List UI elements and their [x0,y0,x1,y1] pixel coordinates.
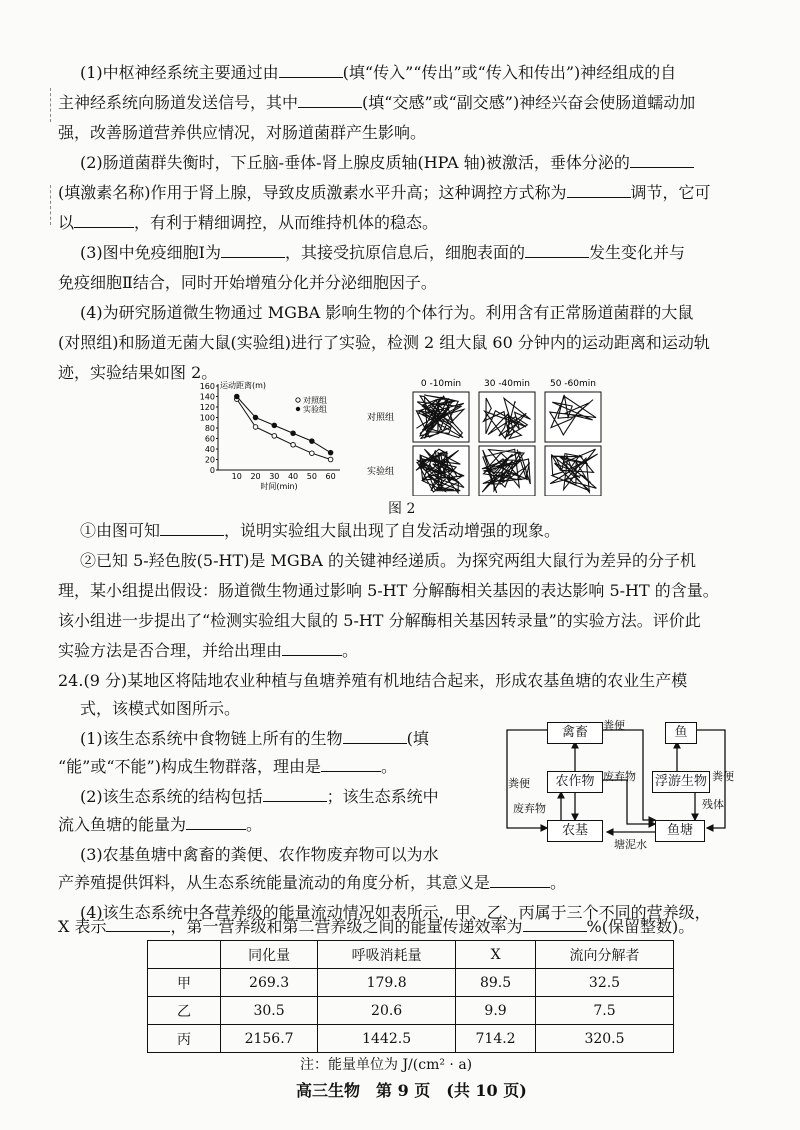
legend-marker-control [296,398,300,402]
q-part1-line1: (1)中枢神经系统主要通过由 (填“传入”“传出”或“传入和传出”)神经组成的自 [80,63,677,82]
q-part4-line1: (4)为研究肠道微生物通过 MGBA 影响生物的个体行为。利用含有正常肠道菌群的大鼠 [80,303,694,322]
q24-part3-line1: (3)农基鱼塘中禽畜的粪便、农作物废弃物可以为水 [80,845,439,864]
data-point [310,451,315,456]
table-cell: 320.5 [535,1025,673,1053]
edge-label: 废弃物 [513,802,546,815]
data-point [328,450,333,455]
x-tick-label: 50 [306,472,317,481]
edge-label: 残体 [702,798,724,811]
edge-label: 粪便 [508,777,530,790]
x-axis-label: 时间(min) [260,482,298,491]
q24-part1-line2: “能”或“不能”)构成生物群落，理由是 。 [58,757,397,776]
answer-blank[interactable] [263,786,327,802]
track-column-label: 50 -60min [550,379,596,389]
q24-part1-line1: (1)该生态系统中食物链上所有的生物 (填 [80,729,429,748]
q-sub2-line2: 理，某小组提出假设：肠道微生物通过影响 5-HT 分解酶相关基因的表达影响 5-HT 的含量。 [58,581,719,600]
legend-marker-experiment [296,407,300,411]
track-column-label: 30 -40min [484,379,530,389]
answer-blank[interactable] [567,182,631,198]
distance-line-chart [190,378,355,498]
q24-heading: 24.(9 分)某地区将陆地农业种植与鱼塘养殖有机地结合起来，形成农基鱼塘的农业生产模 [58,671,688,690]
table-cell: 2156.7 [221,1025,318,1053]
figure-caption: 图 2 [388,501,416,517]
y-tick-label: 140 [199,392,215,402]
q24-part2-line2: 流入鱼塘的能量为 。 [58,815,263,834]
table-row [148,1025,674,1053]
y-tick-label: 120 [199,403,215,412]
page-footer: 高三生物 第 9 页 (共 10 页) [296,1081,527,1100]
trajectory-panels [365,376,615,496]
q-sub1: ①由图可知 ，说明实验组大鼠出现了自发活动增强的现象。 [80,521,561,540]
q-part2-line2: (填激素名称)作用于肾上腺，导致皮质激素水平升高；这种调控方式称为 调节，它可 [58,183,711,202]
data-point [328,457,333,462]
edge-label: 废弃物 [603,770,636,783]
y-tick-label: 160 [199,382,215,391]
table-header: X [456,941,536,969]
node-yu: 鱼 [665,722,697,744]
table-header: 同化量 [221,941,318,969]
y-tick-label: 100 [199,413,215,423]
track-column-label: 0 -10min [420,379,462,389]
answer-blank[interactable] [343,728,407,744]
track-row-label: 对照组 [367,413,395,423]
table-cell: 1442.5 [318,1025,456,1053]
answer-blank[interactable] [321,756,381,772]
binding-mark [50,185,52,225]
x-tick-label: 60 [325,472,336,481]
table-row [148,969,674,997]
edge-label: 粪便 [712,770,734,783]
table-cell: 7.5 [535,997,673,1025]
answer-blank[interactable] [298,92,362,108]
q-part1-line2: 主神经系统向肠道发送信号，其中 (填“交感”或“副交感”)神经兴奋会使肠道蠕动加 [58,93,696,112]
table-cell: 89.5 [456,969,536,997]
y-tick-label: 60 [204,434,215,444]
q-sub2-line3: 该小组进一步提出了“检测实验组大鼠的 5-HT 分解酶相关基因转录量”的实验方法。评价此 [58,611,701,630]
answer-blank[interactable] [221,242,285,258]
table-cell: 9.9 [456,997,536,1025]
x-tick-label: 40 [287,472,299,481]
node-fuyou: 浮游生物 [652,771,710,793]
q24-part4-line2: X 表示 ，第一营养级和第二营养级之间的能量传递效率为 %(保留整数)。 [58,917,695,936]
q24-part2-line1: (2)该生态系统的结构包括 ；该生态系统中 [80,787,439,806]
answer-blank[interactable] [74,212,134,228]
data-point [272,434,277,439]
table-cell: 714.2 [456,1025,536,1053]
data-point [234,394,239,399]
data-point [291,443,296,448]
table-cell: 269.3 [221,969,318,997]
table-cell: 20.6 [318,997,456,1025]
answer-blank[interactable] [106,916,170,932]
answer-blank[interactable] [282,640,342,656]
q-part3-line2: 免疫细胞Ⅱ结合，同时开始增殖分化并分泌细胞因子。 [58,273,437,292]
data-point [253,415,258,420]
legend-label-control: 对照组 [303,396,327,405]
answer-blank[interactable] [160,520,224,536]
table-header-row [148,941,674,969]
answer-blank[interactable] [279,62,343,78]
answer-blank[interactable] [186,814,246,830]
node-nongji: 农基 [547,820,603,842]
q-part4-line3: 迹，实验结果如图 2。 [58,363,218,382]
y-tick-label: 20 [204,455,215,465]
data-point [272,423,277,428]
x-tick-label: 10 [231,472,242,481]
y-axis-label: 运动距离(m) [220,381,267,390]
data-point [291,431,296,436]
track-row-label: 实验组 [367,467,395,477]
edge-label: 粪便 [603,719,625,732]
table-cell: 32.5 [535,969,673,997]
q-part4-line2: (对照组)和肠道无菌大鼠(实验组)进行了实验，检测 2 组大鼠 60 分钟内的运动距离和运动轨 [58,333,710,352]
q-sub2-line1: ②已知 5-羟色胺(5-HT)是 MGBA 的关键神经递质。为探究两组大鼠行为差异的分子机 [80,551,697,570]
table-row [148,997,674,1025]
table-cell: 乙 [148,997,221,1025]
table-cell: 丙 [148,1025,221,1053]
table-cell: 179.8 [318,969,456,997]
answer-blank[interactable] [630,152,694,168]
table-header: 流向分解者 [535,941,673,969]
q-part2-line1: (2)肠道菌群失衡时，下丘脑-垂体-肾上腺皮质轴(HPA 轴)被激活，垂体分泌的 [80,152,694,174]
y-tick-label: 80 [204,424,215,433]
q-part2-line3: 以 ，有利于精细调控，从而维持机体的稳态。 [58,213,439,232]
answer-blank[interactable] [490,872,550,888]
data-point [253,425,258,430]
q-sub2-line4: 实验方法是否合理，并给出理由 。 [58,641,359,660]
table-header: 呼吸消耗量 [318,941,456,969]
q-part3-line1: (3)图中免疫细胞Ⅰ为 ，其接受抗原信息后，细胞表面的 发生变化并与 [80,243,686,262]
answer-blank[interactable] [523,916,587,932]
node-yutang: 鱼塘 [655,820,705,842]
table-note: 注：能量单位为 J/(cm² · a) [300,1057,473,1073]
node-qinxu: 禽畜 [547,722,603,744]
x-tick-label: 20 [250,472,261,481]
answer-blank[interactable] [525,242,589,258]
table-cell: 甲 [148,969,221,997]
energy-table [147,940,674,1053]
table-header [148,941,221,969]
q24-part4-line1: (4)该生态系统中各营养级的能量流动情况如表所示，甲、乙、丙属于三个不同的营养级， [80,903,711,922]
edge-label: 塘泥水 [614,838,647,851]
table-cell: 30.5 [221,997,318,1025]
q24-heading-cont: 式，该模式如图所示。 [80,699,241,718]
y-tick-label: 0 [209,466,215,475]
q-part1-line3: 强，改善肠道营养供应情况，对肠道菌群产生影响。 [58,123,427,142]
y-tick-label: 40 [204,445,215,454]
x-tick-label: 30 [269,472,280,481]
binding-mark [50,88,52,122]
q24-part3-line2: 产养殖提供饵料，从生态系统能量流动的角度分析，其意义是 。 [58,873,567,892]
legend-label-experiment: 实验组 [303,405,327,414]
node-nongzuowu: 农作物 [547,771,603,793]
data-point [310,439,315,444]
